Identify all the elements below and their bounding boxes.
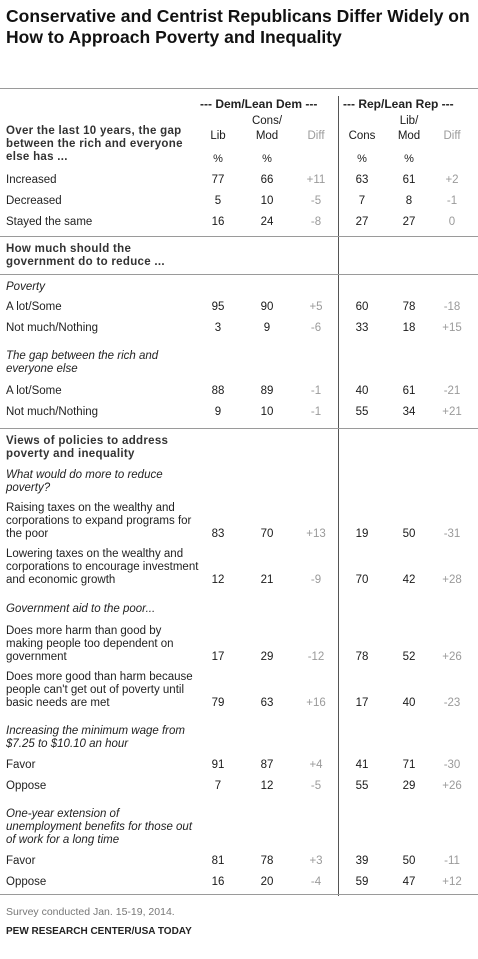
cell-dem-lib: 91 [211,759,225,771]
cell-dem-consmod: 87 [260,759,274,771]
cell-rep-diff: -21 [443,385,461,397]
row-label: Decreased [6,195,62,207]
section-rule [0,236,478,237]
cell-rep-libmod: 47 [402,876,416,888]
cell-rep-diff: 0 [448,216,456,228]
row-label: Increased [6,174,57,186]
col-header-dem-consmod [247,114,287,144]
cell-dem-diff: +3 [309,855,323,867]
cell-dem-diff: -5 [310,195,322,207]
row-label: Favor [6,759,36,771]
cell-dem-consmod: 78 [260,855,274,867]
cell-rep-cons: 63 [355,174,369,186]
col-header-dem-lib: Lib [210,130,226,142]
subquestion: What would do more to reduce poverty? [6,469,163,494]
row-label: Does more harm than good by making people too dependent on government [6,625,174,663]
cell-rep-libmod: 34 [402,406,416,418]
cell-rep-libmod: 50 [402,528,416,540]
cell-rep-diff: -1 [446,195,458,207]
cell-rep-cons: 40 [355,385,369,397]
cell-dem-consmod: 12 [260,780,274,792]
cell-dem-consmod: 70 [260,528,274,540]
col-header-rep-libmod [389,114,429,144]
row-label: Favor [6,855,36,867]
cell-dem-diff: -9 [310,574,322,586]
col-header-rep-cons: Cons [348,130,376,142]
cell-rep-cons: 39 [355,855,369,867]
cell-rep-libmod: 27 [402,216,416,228]
col-header-dem-consmod-text: Cons/ Mod [251,115,283,142]
cell-dem-lib: 12 [211,574,225,586]
cell-rep-cons: 7 [358,195,366,207]
cell-rep-libmod: 18 [402,322,416,334]
row-label: Oppose [6,780,47,792]
row-label: Stayed the same [6,216,93,228]
cell-rep-diff: +15 [442,322,462,334]
cell-dem-lib: 9 [214,406,222,418]
cell-dem-lib: 83 [211,528,225,540]
cell-rep-libmod: 61 [402,174,416,186]
col-header-rep-diff: Diff [443,130,461,142]
cell-dem-diff: -12 [307,651,325,663]
cell-dem-diff: -1 [310,385,322,397]
cell-rep-diff: -30 [443,759,461,771]
cell-dem-consmod: 9 [263,322,271,334]
cell-rep-libmod: 8 [405,195,413,207]
cell-rep-cons: 60 [355,301,369,313]
cell-rep-cons: 27 [355,216,369,228]
cell-dem-consmod: 10 [260,195,274,207]
group-header-rep: --- Rep/Lean Rep --- [343,97,454,111]
cell-rep-libmod: 71 [402,759,416,771]
cell-dem-diff: +5 [309,301,323,313]
chart-title: Conservative and Centrist Republicans Differ Widely on How to Approach Poverty and Inequality [6,6,470,47]
unit-rep-libmod: % [404,153,414,165]
cell-rep-cons: 55 [355,406,369,418]
row-label: A lot/Some [6,301,62,313]
cell-dem-diff: +11 [306,174,326,186]
cell-dem-consmod: 29 [260,651,274,663]
cell-dem-lib: 3 [214,322,222,334]
cell-dem-consmod: 10 [260,406,274,418]
cell-dem-diff: -5 [310,780,322,792]
unit-dem-lib: % [213,153,223,165]
cell-dem-lib: 81 [211,855,225,867]
row-label: Not much/Nothing [6,322,99,334]
subquestion: Government aid to the poor... [6,603,156,615]
cell-dem-consmod: 66 [260,174,274,186]
cell-rep-cons: 78 [355,651,369,663]
cell-dem-lib: 77 [211,174,225,186]
subquestion: One-year extension of unemployment benefits for those out of work for a long time [6,808,193,846]
cell-dem-lib: 16 [211,876,225,888]
cell-rep-diff: +12 [442,876,462,888]
cell-dem-consmod: 89 [260,385,274,397]
cell-rep-libmod: 78 [402,301,416,313]
cell-rep-libmod: 40 [402,697,416,709]
cell-dem-diff: +13 [306,528,326,540]
section-rule [0,428,478,429]
row-label: Oppose [6,876,47,888]
cell-dem-consmod: 24 [260,216,274,228]
subquestion: Poverty [6,281,45,293]
row-label: Raising taxes on the wealthy and corporations to expand programs for the poor [6,502,192,540]
cell-dem-diff: -1 [310,406,322,418]
cell-rep-libmod: 42 [402,574,416,586]
cell-rep-cons: 55 [355,780,369,792]
col-header-dem-diff: Diff [307,130,325,142]
cell-dem-lib: 88 [211,385,225,397]
cell-rep-diff: -18 [443,301,461,313]
cell-dem-lib: 79 [211,697,225,709]
cell-dem-diff: +16 [306,697,326,709]
cell-rep-diff: -23 [443,697,461,709]
cell-dem-consmod: 21 [260,574,274,586]
subquestion: The gap between the rich and everyone else [6,350,159,375]
cell-rep-diff: -11 [444,855,460,867]
cell-rep-diff: -31 [443,528,461,540]
cell-dem-lib: 17 [211,651,225,663]
cell-rep-libmod: 29 [402,780,416,792]
question: How much should the government do to reduce ... [6,243,165,268]
cell-rep-libmod: 50 [402,855,416,867]
cell-rep-diff: +21 [442,406,462,418]
cell-dem-consmod: 20 [260,876,274,888]
party-divider [338,96,339,896]
group-header-dem: --- Dem/Lean Dem --- [200,97,318,111]
cell-dem-lib: 5 [214,195,222,207]
cell-rep-cons: 19 [355,528,369,540]
cell-dem-diff: -8 [310,216,322,228]
cell-rep-diff: +2 [445,174,459,186]
col-header-rep-libmod-text: Lib/ Mod [397,115,421,142]
row-label: Lowering taxes on the wealthy and corporations to encourage investment and economic growth [6,548,199,586]
cell-dem-lib: 95 [211,301,225,313]
cell-rep-libmod: 61 [402,385,416,397]
cell-rep-diff: +26 [442,780,462,792]
section-rule [0,274,478,275]
cell-rep-cons: 70 [355,574,369,586]
cell-rep-cons: 33 [355,322,369,334]
cell-rep-cons: 41 [355,759,369,771]
cell-rep-diff: +28 [442,574,462,586]
unit-dem-consmod: % [262,153,272,165]
row-label: Not much/Nothing [6,406,99,418]
question: Views of policies to address poverty and inequality [6,435,169,460]
subquestion: Increasing the minimum wage from $7.25 to $10.10 an hour [6,725,185,750]
section-rule [0,894,478,895]
unit-rep-cons: % [357,153,367,165]
cell-dem-lib: 7 [214,780,222,792]
row-label: A lot/Some [6,385,62,397]
row-label: Does more good than harm because people can't get out of poverty until basic needs are met [6,671,193,709]
title-rule [0,88,478,89]
cell-dem-diff: -4 [310,876,322,888]
cell-dem-consmod: 63 [260,697,274,709]
question: Over the last 10 years, the gap between the rich and everyone else has ... [6,125,183,163]
cell-rep-cons: 59 [355,876,369,888]
cell-dem-consmod: 90 [260,301,274,313]
cell-rep-libmod: 52 [402,651,416,663]
source-credit: PEW RESEARCH CENTER/USA TODAY [6,926,192,937]
cell-rep-diff: +26 [442,651,462,663]
cell-dem-diff: +4 [309,759,323,771]
cell-dem-diff: -6 [310,322,322,334]
cell-rep-cons: 17 [355,697,369,709]
survey-note: Survey conducted Jan. 15-19, 2014. [6,906,175,918]
cell-dem-lib: 16 [211,216,225,228]
